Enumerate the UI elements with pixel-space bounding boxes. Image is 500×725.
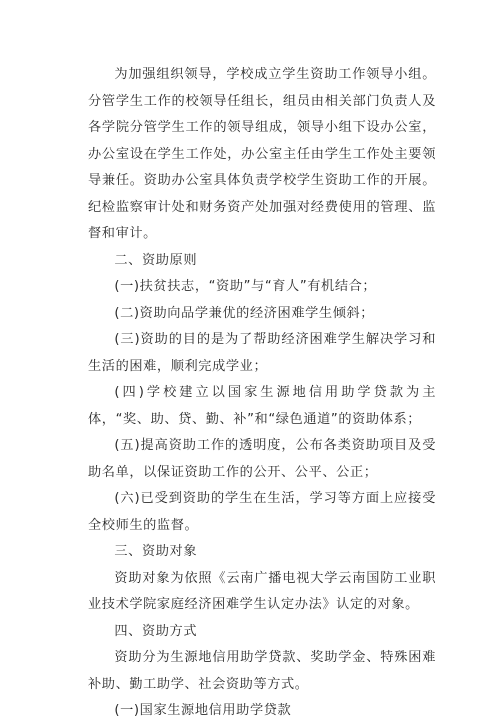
document-body bbox=[88, 62, 436, 725]
principle-item-2: (二)资助向品学兼优的经济困难学生倾斜； bbox=[114, 305, 375, 321]
section-heading-recipients: 三、资助对象 bbox=[114, 544, 198, 559]
principle-item-5: (五)提高资助工作的透明度，公布各类资助项目及受助名单，以保证资助工作的公开、公平、公正； bbox=[88, 438, 436, 480]
subsection-heading-loan: (一)国家生源地信用助学贷款 bbox=[114, 703, 292, 718]
section-heading-methods: 四、资助方式 bbox=[114, 623, 198, 639]
paragraph-organization: 为加强组织领导，学校成立学生资助工作领导小组。分管学生工作的校领导任组长，组员由相关部门负责人及各学院分管学生工作的领导组成，领导小组下设办公室，办公室设在学生工作处，办公室主任由学生工作处主要领导兼任。资助办公室具体负责学校学生资助工作的开展。纪检监察审计处和财务资产处加强对经费使用的管理、监督和审计。 bbox=[88, 67, 436, 241]
principle-item-3: (三)资助的目的是为了帮助经济困难学生解决学习和生活的困难，顺利完成学业； bbox=[88, 332, 436, 374]
principle-item-4: (四)学校建立以国家生源地信用助学贷款为主体，“奖、助、贷、勤、补”和“绿色通道”的资助体系； bbox=[88, 385, 436, 427]
paragraph-methods: 资助分为生源地信用助学贷款、奖助学金、特殊困难补助、勤工助学、社会资助等方式。 bbox=[88, 650, 436, 692]
principle-item-6: (六)已受到资助的学生在生活，学习等方面上应接受全校师生的监督。 bbox=[88, 491, 436, 533]
section-heading-principles: 二、资助原则 bbox=[114, 252, 198, 268]
paragraph-recipients: 资助对象为依照《云南广播电视大学云南国防工业职业技术学院家庭经济困难学生认定办法》认定的对象。 bbox=[88, 570, 436, 612]
principle-item-1: (一)扶贫扶志，“资助”与“育人”有机结合； bbox=[114, 279, 377, 294]
